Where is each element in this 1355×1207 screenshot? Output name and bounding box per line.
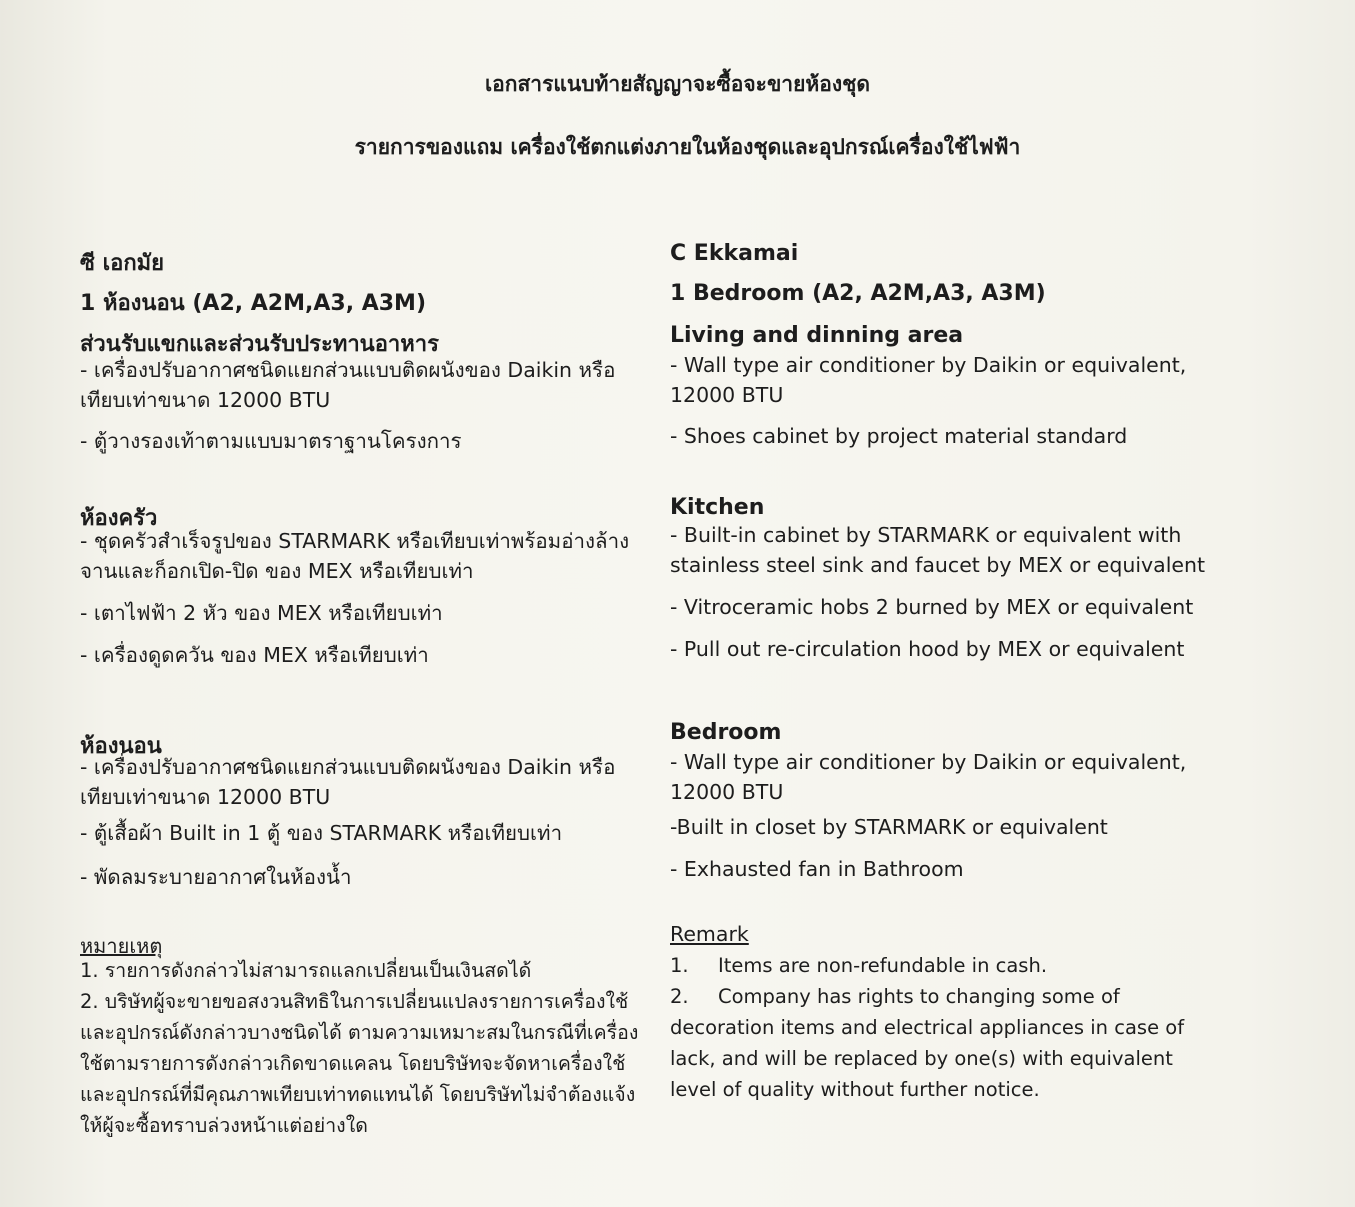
document-title: เอกสารแนบท้ายสัญญาจะซื้อจะขายห้องชุด bbox=[484, 72, 871, 96]
english-project-name: C Ekkamai bbox=[670, 241, 799, 266]
english-remark-item bbox=[670, 981, 1215, 1105]
document-subtitle: รายการของแถม เครื่องใช้ตกแต่งภายในห้องชุดและอุปกรณ์เครื่องใช้ไฟฟ้า bbox=[354, 135, 1021, 159]
english-bedroom-item: -Built in closet by STARMARK or equivalent bbox=[670, 815, 1108, 839]
english-living-item: - Shoes cabinet by project material standard bbox=[670, 424, 1128, 448]
thai-remark-item: 1. รายการดังกล่าวไม่สามารถแลกเปลี่ยนเป็นเงินสดได้ bbox=[80, 959, 532, 982]
english-living-item: - Wall type air conditioner by Daikin or equivalent, 12000 BTU bbox=[670, 353, 1187, 407]
thai-living-item: - ตู้วางรองเท้าตามแบบมาตราฐานโครงการ bbox=[80, 429, 462, 453]
thai-bedroom-item: - เครื่องปรับอากาศชนิดแยกส่วนแบบติดผนังของ Daikin หรือเทียบเท่าขนาด 12000 BTU bbox=[80, 755, 616, 809]
english-bedroom-item: - Exhausted fan in Bathroom bbox=[670, 857, 964, 881]
remark-text: Items are non-refundable in cash. bbox=[718, 954, 1048, 977]
english-kitchen-heading: Kitchen bbox=[670, 495, 765, 520]
english-remark-item bbox=[670, 950, 1215, 981]
remark-number: 1. bbox=[670, 954, 689, 977]
thai-kitchen-item: - เตาไฟฟ้า 2 หัว ของ MEX หรือเทียบเท่า bbox=[80, 601, 443, 625]
thai-remark-heading: หมายเหตุ bbox=[80, 934, 163, 958]
english-remark-heading: Remark bbox=[670, 922, 749, 946]
thai-bedroom-heading: ห้องนอน bbox=[80, 734, 162, 759]
english-bedroom-heading: Bedroom bbox=[670, 720, 782, 745]
english-bedroom-item: - Wall type air conditioner by Daikin or equivalent, 12000 BTU bbox=[670, 750, 1187, 804]
remark-text: Company has rights to changing some of decoration items and electrical appliances in case of lack, and will be replaced by one(s) with equivalent level of quality without further notice. bbox=[670, 985, 1185, 1101]
thai-kitchen-item: - ชุดครัวสำเร็จรูปของ STARMARK หรือเทียบเท่าพร้อมอ่างล้างจานและก็อกเปิด-ปิด ของ MEX หรือเทียบเท่า bbox=[80, 529, 630, 583]
thai-kitchen-item: - เครื่องดูดควัน ของ MEX หรือเทียบเท่า bbox=[80, 643, 429, 667]
remark-number: 2. bbox=[670, 985, 689, 1008]
thai-project-name: ซี เอกมัย bbox=[80, 251, 165, 276]
english-kitchen-item: - Pull out re-circulation hood by MEX or equivalent bbox=[670, 637, 1185, 661]
thai-remark-item: 2. บริษัทผู้จะขายขอสงวนสิทธิในการเปลี่ยนแปลงรายการเครื่องใช้และอุปกรณ์ดังกล่าวบางชนิดได้ ตามความเหมาะสมในกรณีที่เครื่องใช้ตามรายการดังกล่าวเกิดขาดแคลน โดยบริษัทจะจัดหาเครื่องใช้และอุปกรณ์ที่มีคุณภาพเทียบเท่าทดแทนได้ โดยบริษัทไม่จำต้องแจ้งให้ผู้จะซื้อทราบล่วงหน้าแต่อย่างใด bbox=[80, 990, 639, 1137]
thai-bedroom-item: - ตู้เสื้อผ้า Built in 1 ตู้ ของ STARMARK หรือเทียบเท่า bbox=[80, 821, 563, 845]
thai-kitchen-heading: ห้องครัว bbox=[80, 506, 158, 531]
thai-bedroom-item: - พัดลมระบายอากาศในห้องน้ำ bbox=[80, 865, 352, 889]
thai-living-item: - เครื่องปรับอากาศชนิดแยกส่วนแบบติดผนังของ Daikin หรือเทียบเท่าขนาด 12000 BTU bbox=[80, 358, 616, 412]
english-unit-type: 1 Bedroom (A2, A2M,A3, A3M) bbox=[670, 281, 1046, 306]
thai-living-heading: ส่วนรับแขกและส่วนรับประทานอาหาร bbox=[80, 332, 439, 357]
english-living-heading: Living and dinning area bbox=[670, 323, 964, 348]
thai-unit-type: 1 ห้องนอน (A2, A2M,A3, A3M) bbox=[80, 291, 426, 316]
english-kitchen-item: - Built-in cabinet by STARMARK or equivalent with stainless steel sink and faucet by MEX or equivalent bbox=[670, 523, 1206, 577]
english-kitchen-item: - Vitroceramic hobs 2 burned by MEX or equivalent bbox=[670, 595, 1194, 619]
